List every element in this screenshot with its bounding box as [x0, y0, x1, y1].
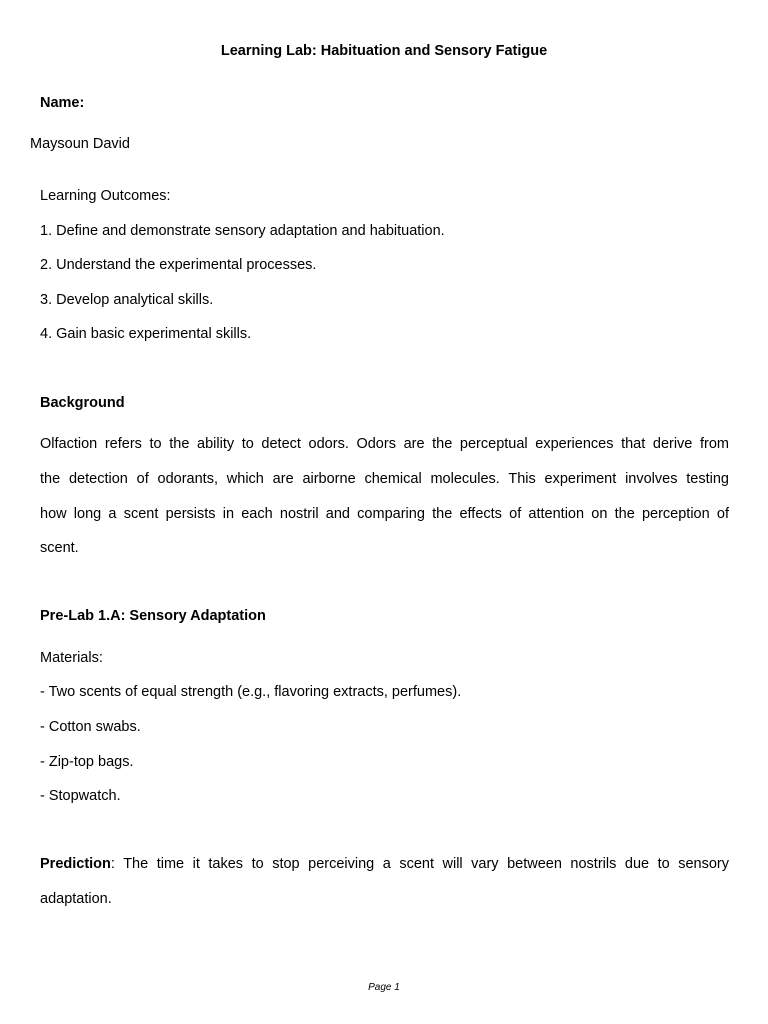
background-line: the detection of odorants, which are airborne chemical molecules. This experiment involves testing [40, 471, 729, 487]
material-item: - Zip-top bags. [40, 754, 134, 770]
prediction-label: Prediction [40, 856, 111, 872]
page-number: Page 1 [368, 982, 400, 993]
outcome-item: 4. Gain basic experimental skills. [40, 326, 252, 342]
background-line: scent. [40, 540, 79, 556]
material-item: - Stopwatch. [40, 788, 121, 804]
outcome-item: 1. Define and demonstrate sensory adaptation and habituation. [40, 223, 445, 239]
materials-label: Materials: [40, 650, 103, 666]
name-label: Name: [40, 95, 85, 111]
material-item: - Two scents of equal strength (e.g., flavoring extracts, perfumes). [40, 684, 462, 700]
document-title: Learning Lab: Habituation and Sensory Fatigue [220, 43, 548, 59]
prediction-line-2: adaptation. [40, 891, 112, 907]
prediction-text: : The time it takes to stop perceiving a scent will vary between nostrils due to sensory [110, 856, 729, 872]
outcomes-heading: Learning Outcomes: [40, 188, 171, 204]
prelab-heading: Pre-Lab 1.A: Sensory Adaptation [40, 608, 266, 624]
material-item: - Cotton swabs. [40, 719, 141, 735]
background-heading: Background [40, 395, 125, 411]
outcome-item: 2. Understand the experimental processes. [40, 257, 317, 273]
prediction-line [40, 855, 729, 873]
background-line: Olfaction refers to the ability to detect odors. Odors are the perceptual experiences that derive from [40, 436, 729, 452]
outcome-item: 3. Develop analytical skills. [40, 292, 214, 308]
background-line: how long a scent persists in each nostril and comparing the effects of attention on the perception of [40, 506, 729, 522]
name-value: Maysoun David [30, 136, 130, 152]
